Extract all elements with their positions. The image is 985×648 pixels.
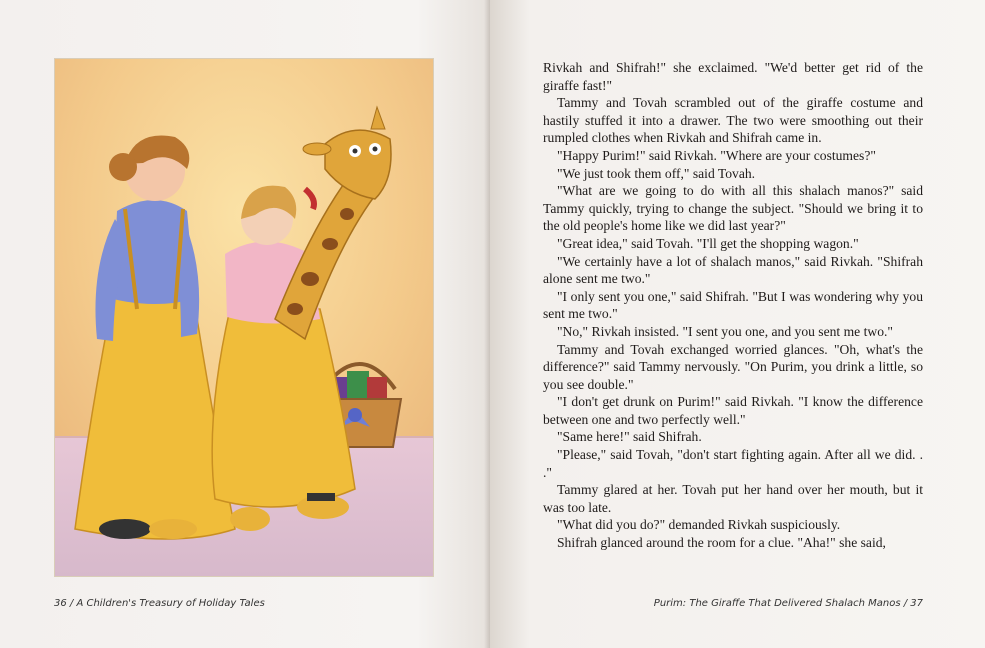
paragraph: "What did you do?" demanded Rivkah suspiciously. <box>557 517 841 533</box>
paragraph: Shifrah glanced around the room for a clue. "Aha!" she said, <box>557 535 886 551</box>
paragraph: Tammy glared at her. Tovah put her hand over her mouth, but it was too late. <box>543 482 923 515</box>
paragraph: "Great idea," said Tovah. "I'll get the shopping wagon." <box>557 235 859 251</box>
paragraph: "Happy Purim!" said Rivkah. "Where are your costumes?" <box>557 147 876 163</box>
paragraph: "What are we going to do with all this shalach manos?" said Tammy quickly, trying to change the subject. "Should we bring it to the old people's home like we did last year?" <box>543 183 923 234</box>
paragraph: Tammy and Tovah exchanged worried glances. "Oh, what's the difference?" said Tammy nervously. "On Purim, you drink a little, so you see double." <box>543 341 923 392</box>
paragraph: "I don't get drunk on Purim!" said Rivkah. "I know the difference between one and two perfectly well." <box>543 394 923 427</box>
paragraph: "Same here!" said Shifrah. <box>557 429 702 445</box>
right-page-footer: Purim: The Giraffe That Delivered Shalach Manos / 37 <box>653 598 923 609</box>
left-page-footer: 36 / A Children's Treasury of Holiday Tales <box>54 598 265 609</box>
paragraph: "We certainly have a lot of shalach manos," said Rivkah. "Shifrah alone sent me two." <box>543 253 923 287</box>
paragraph: Tammy and Tovah scrambled out of the giraffe costume and hastily stuffed it into a drawer. The two were smoothing out their rumpled clothes when Rivkah and Shifrah came in. <box>543 95 923 146</box>
paragraph: "No," Rivkah insisted. "I sent you one, and you sent me two." <box>557 323 893 339</box>
story-text <box>543 59 923 552</box>
paragraph: "Please," said Tovah, "don't start fighting again. After all we did. . ." <box>543 447 923 480</box>
illustration-girls-giraffe-costume <box>54 58 434 577</box>
paragraph: Rivkah and Shifrah!" she exclaimed. "We'd better get rid of the giraffe fast!" <box>543 60 923 93</box>
left-page <box>0 0 490 648</box>
paragraph: "We just took them off," said Tovah. <box>557 165 756 181</box>
paragraph: "I only sent you one," said Shifrah. "But I was wondering why you sent me two." <box>543 288 923 322</box>
